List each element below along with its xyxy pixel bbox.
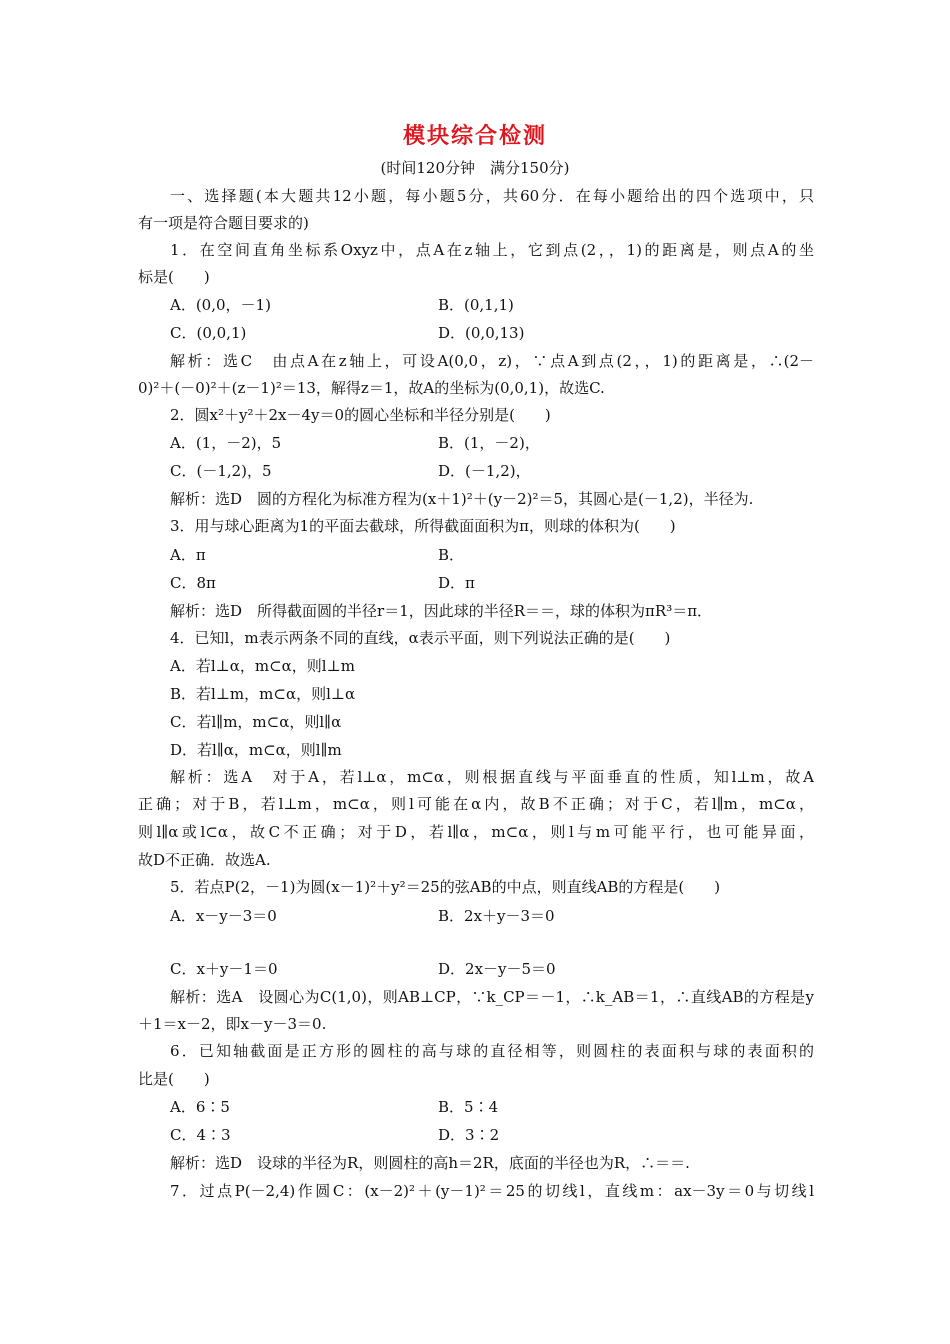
question-4-option-d: D．若l∥α，m⊂α，则l∥m bbox=[170, 741, 342, 759]
question-2-option-c: C．(－1,2)，5 bbox=[170, 462, 272, 480]
question-3-stem: 3．用与球心距离为1的平面去截球，所得截面面积为π，则球的体积为( ) bbox=[170, 517, 676, 535]
question-3-option-d: D．π bbox=[438, 574, 475, 592]
question-2-solution: 解析：选D 圆的方程化为标准方程为(x＋1)²＋(y－2)²＝5，其圆心是(－1,2)，半径为. bbox=[170, 490, 754, 508]
question-3-option-b: B． bbox=[438, 546, 465, 564]
question-3-option-c: C．8π bbox=[170, 574, 216, 592]
question-4-stem: 4．已知l，m表示两条不同的直线，α表示平面，则下列说法正确的是( ) bbox=[170, 629, 671, 647]
question-1-solution: 解析：选C 由点A在z轴上，可设A(0,0，z)，∵点A到点(2，，1)的距离是，∴(2－ bbox=[170, 352, 814, 370]
question-1-option-d: D．(0,0,13) bbox=[438, 324, 525, 342]
question-6-option-a: A．6∶5 bbox=[170, 1098, 230, 1116]
question-7-stem: 7．过点P(－2,4)作圆C：(x－2)²＋(y－1)²＝25的切线l，直线m：ax－3y＝0与切线l bbox=[170, 1182, 814, 1200]
question-2-option-a: A．(1，－2)，5 bbox=[170, 434, 282, 452]
question-5-solution: ＋1＝x－2，即x－y－3＝0. bbox=[138, 1015, 327, 1033]
question-4-solution: 正确；对于B，若l⊥m，m⊂α，则l可能在α内，故B不正确；对于C，若l∥m，m⊂α， bbox=[138, 795, 814, 813]
question-1-option-a: A．(0,0，－1) bbox=[170, 296, 271, 314]
question-1-option-c: C．(0,0,1) bbox=[170, 324, 247, 342]
question-6-option-d: D．3∶2 bbox=[438, 1126, 500, 1144]
question-6-option-b: B．5∶4 bbox=[438, 1098, 499, 1116]
section-heading-line: 有一项是符合题目要求的) bbox=[138, 214, 309, 232]
question-4-option-c: C．若l∥m，m⊂α，则l∥α bbox=[170, 713, 342, 731]
question-5-option-a: A．x－y－3＝0 bbox=[170, 907, 277, 925]
page-subtitle: (时间120分钟 满分150分) bbox=[380, 159, 570, 177]
question-6-option-c: C．4∶3 bbox=[170, 1126, 231, 1144]
question-4-option-b: B．若l⊥m，m⊂α，则l⊥α bbox=[170, 685, 356, 703]
section-heading-line: 一、选择题(本大题共12小题，每小题5分，共60分．在每小题给出的四个选项中，只 bbox=[170, 187, 814, 205]
question-2-option-b: B．(1，－2)， bbox=[438, 434, 540, 452]
question-5-option-b: B．2x＋y－3＝0 bbox=[438, 907, 555, 925]
question-2-stem: 2．圆x²＋y²＋2x－4y＝0的圆心坐标和半径分别是( ) bbox=[170, 406, 551, 424]
question-4-solution: 则l∥α或l⊂α，故C不正确；对于D，若l∥α，m⊂α，则l与m可能平行，也可能异面， bbox=[138, 823, 814, 841]
question-4-solution: 解析：选A 对于A，若l⊥α，m⊂α，则根据直线与平面垂直的性质，知l⊥m，故A bbox=[170, 768, 814, 786]
question-5-solution: 解析：选A 设圆心为C(1,0)，则AB⊥CP，∵k_CP＝－1，∴k_AB＝1，∴直线AB的方程是y bbox=[170, 988, 814, 1006]
question-4-option-a: A．若l⊥α，m⊂α，则l⊥m bbox=[170, 657, 355, 675]
question-6-stem: 比是( ) bbox=[138, 1070, 210, 1088]
question-6-solution: 解析：选D 设球的半径为R，则圆柱的高h＝2R，底面的半径也为R，∴＝＝. bbox=[170, 1154, 690, 1172]
page-title: 模块综合检测 bbox=[402, 124, 547, 149]
question-3-solution: 解析：选D 所得截面圆的半径r＝1，因此球的半径R＝＝，球的体积为πR³＝π． bbox=[170, 602, 713, 620]
question-5-option-d: D．2x－y－5＝0 bbox=[438, 960, 556, 978]
question-5-stem: 5．若点P(2，－1)为圆(x－1)²＋y²＝25的弦AB的中点，则直线AB的方程是( ) bbox=[170, 878, 721, 896]
question-1-option-b: B．(0,1,1) bbox=[438, 296, 514, 314]
question-3-option-a: A．π bbox=[170, 546, 206, 564]
question-1-stem: 1．在空间直角坐标系Oxyz中，点A在z轴上，它到点(2，，1)的距离是，则点A的坐 bbox=[170, 241, 814, 259]
question-1-stem: 标是( ) bbox=[138, 268, 210, 286]
question-6-stem: 6．已知轴截面是正方形的圆柱的高与球的直径相等，则圆柱的表面积与球的表面积的 bbox=[170, 1042, 814, 1060]
question-1-solution: 0)²＋(－0)²＋(z－1)²＝13，解得z＝1，故A的坐标为(0,0,1)，故选C. bbox=[138, 379, 605, 397]
question-5-option-c: C．x＋y－1＝0 bbox=[170, 960, 278, 978]
question-4-solution: 故D不正确．故选A. bbox=[138, 851, 271, 869]
question-2-option-d: D．(－1,2)， bbox=[438, 462, 531, 480]
